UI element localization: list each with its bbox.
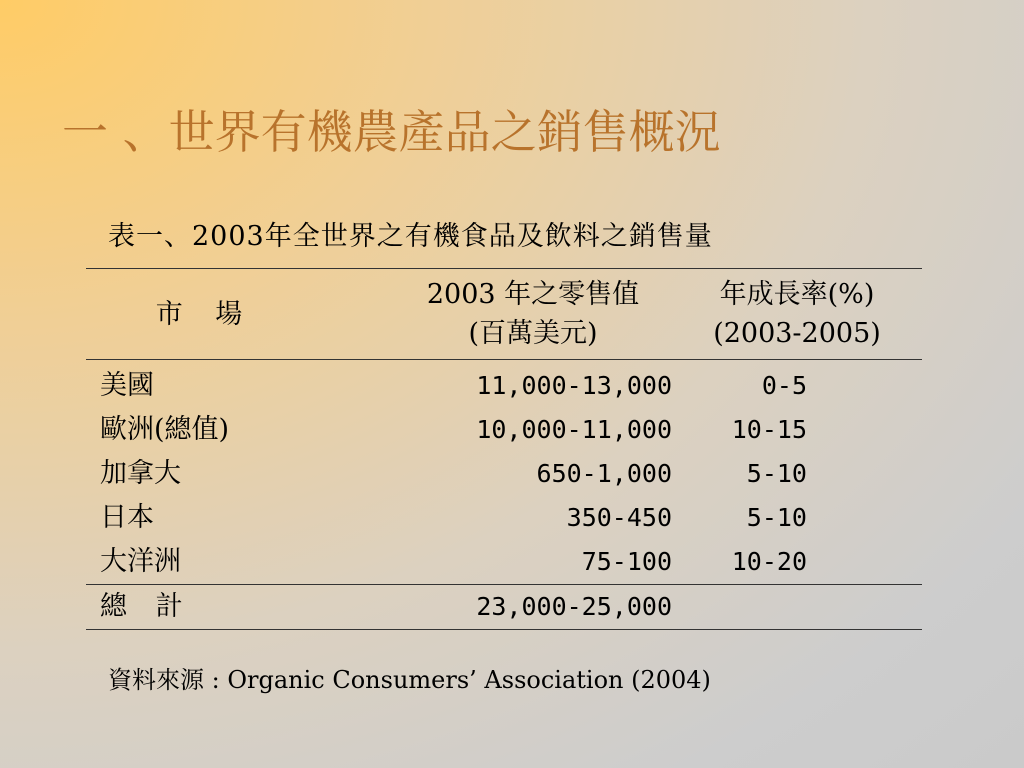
growth-rate-value: 0-5 [761,371,807,400]
growth-rate-value: 5-10 [746,459,807,488]
table-row [86,452,922,496]
total-label: 總 計 [100,591,193,622]
header-market: 市 場 [155,298,255,330]
table-row [86,496,922,540]
growth-rate-cell [672,540,922,585]
market-cell: 美國 [100,370,154,401]
table-footer [86,585,922,630]
header-retail-value-line2: (百萬美元) [468,318,598,349]
growth-rate-value: 10-20 [731,547,807,576]
total-growth [672,585,922,630]
growth-rate-cell [672,496,922,540]
header-growth-rate [672,269,922,360]
growth-rate-value: 5-10 [746,503,807,532]
retail-value-cell: 350-450 [566,503,672,532]
total-value: 23,000-25,000 [476,592,672,621]
retail-value-cell: 10,000-11,000 [476,415,672,444]
market-cell: 日本 [100,502,154,533]
header-growth-rate-line2: (2003-2005) [713,318,881,349]
market-cell: 大洋洲 [100,546,181,577]
table-body [86,360,922,585]
growth-rate-cell [672,360,922,409]
retail-value-cell: 75-100 [581,547,672,576]
sales-table [86,268,922,630]
slide-title: 一 、世界有機農產品之銷售概況 [62,105,721,159]
table-row [86,408,922,452]
table-row [86,540,922,585]
table-header [86,269,922,360]
retail-value-cell: 650-1,000 [536,459,672,488]
header-growth-rate-line1: 年成長率(%) [719,279,875,310]
growth-rate-value: 10-15 [731,415,807,444]
market-cell: 加拿大 [100,458,181,489]
growth-rate-cell [672,452,922,496]
growth-rate-cell [672,408,922,452]
header-retail-value [310,269,672,360]
header-retail-value-line1: 2003 年之零售值 [426,279,640,310]
market-cell: 歐洲(總值) [100,414,230,445]
total-row [86,585,922,630]
retail-value-cell: 11,000-13,000 [476,371,672,400]
table-caption: 表一、2003年全世界之有機食品及飲料之銷售量 [108,221,713,252]
source-note: 資料來源 : Organic Consumers’ Association (2004) [108,666,711,694]
header-row [86,269,922,360]
table-row [86,360,922,409]
